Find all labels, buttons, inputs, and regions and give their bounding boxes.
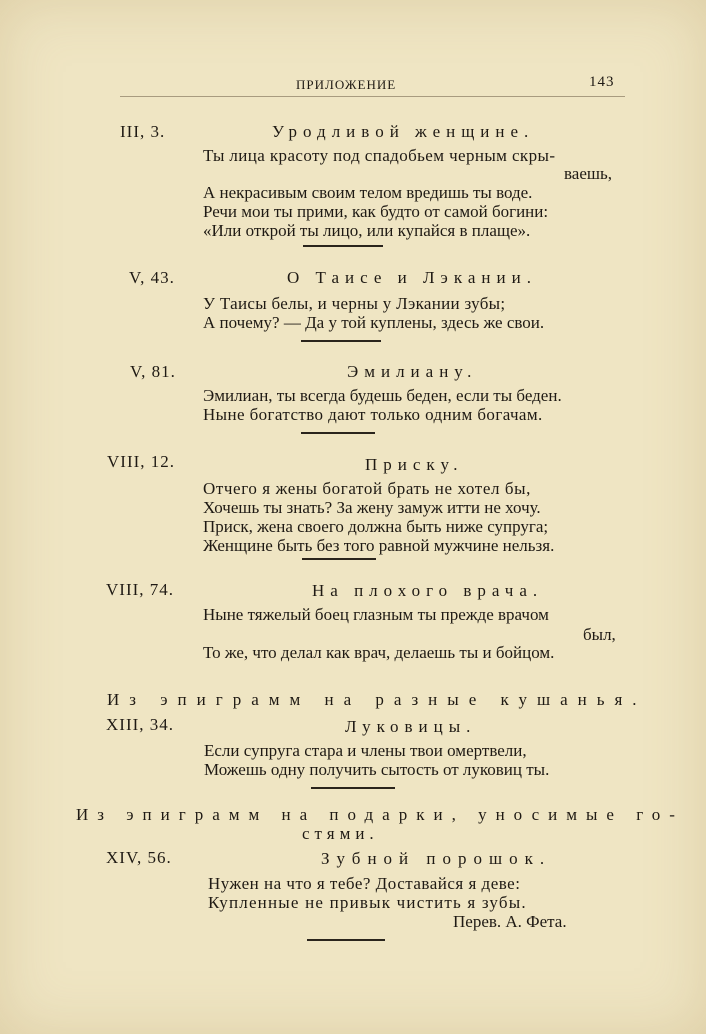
verse-line: Приск, жена своего должна быть ниже супруга;	[203, 517, 549, 536]
verse-line: Эмилиан, ты всегда будешь беден, если ты беден.	[203, 386, 562, 405]
epigram-ref: VIII, 12.	[107, 452, 176, 471]
verse-line: Ныне тяжелый боец глазным ты прежде врачом	[203, 605, 549, 624]
translator-credit: Перев. А. Фета.	[453, 912, 567, 931]
verse-line: То же, что делал как врач, делаешь ты и бойцом.	[203, 643, 555, 662]
epigram-ref: XIII, 34.	[106, 715, 175, 734]
verse-line: был,	[583, 625, 616, 644]
separator-rule	[301, 432, 375, 434]
epigram-heading: О Таисе и Лэкании.	[287, 268, 537, 287]
running-title: ПРИЛОЖЕНИЕ	[296, 77, 397, 92]
section-title: Из эпиграмм на подарки, уносимые го-	[76, 805, 684, 824]
epigram-heading: Эмилиану.	[347, 362, 478, 381]
verse-line: Если супруга стара и члены твои омертвели,	[204, 741, 527, 760]
verse-line: «Или открой ты лицо, или купайся в плаще».	[203, 221, 531, 240]
verse-line: Ты лица красоту под спадобьем черным скры-	[203, 146, 556, 165]
verse-line: Можешь одну получить сытость от луковиц ты.	[204, 760, 550, 779]
verse-line: Речи мои ты прими, как будто от самой богини:	[203, 202, 549, 221]
separator-rule	[311, 787, 395, 789]
separator-rule	[302, 558, 376, 560]
epigram-ref: V, 81.	[130, 362, 176, 381]
section-title: Из эпиграмм на разные кушанья.	[107, 690, 647, 709]
verse-line: А почему? — Да у той куплены, здесь же свои.	[203, 313, 545, 332]
epigram-ref: III, 3.	[120, 122, 166, 141]
verse-line: Женщине быть без того равной мужчине нельзя.	[203, 536, 555, 555]
epigram-heading: Приску.	[365, 455, 464, 474]
verse-line: А некрасивым своим телом вредишь ты воде.	[203, 183, 533, 202]
epigram-ref: VIII, 74.	[106, 580, 175, 599]
epigram-heading: На плохого врача.	[312, 581, 544, 600]
epigram-ref: XIV, 56.	[106, 848, 172, 867]
epigram-heading: Уродливой женщине.	[272, 122, 535, 141]
verse-line: У Таисы белы, и черны у Лэкании зубы;	[203, 294, 506, 313]
epigram-heading: Луковицы.	[345, 717, 477, 736]
section-title: стями.	[302, 824, 379, 843]
page-number: 143	[589, 74, 615, 90]
header-rule	[120, 96, 625, 97]
verse-line: Отчего я жены богатой брать не хотел бы,	[203, 479, 532, 498]
verse-line: ваешь,	[564, 164, 612, 183]
epigram-heading: Зубной порошок.	[321, 849, 552, 868]
verse-line: Купленные не привык чистить я зубы.	[208, 893, 527, 912]
separator-rule	[303, 245, 383, 247]
verse-line: Хочешь ты знать? За жену замуж итти не хочу.	[203, 498, 541, 517]
running-header	[0, 74, 706, 94]
separator-rule	[301, 340, 381, 342]
epigram-ref: V, 43.	[129, 268, 175, 287]
verse-line: Нужен на что я тебе? Доставайся я деве:	[208, 874, 521, 893]
separator-rule	[307, 939, 385, 941]
verse-line: Ныне богатство дают только одним богачам.	[203, 405, 543, 424]
